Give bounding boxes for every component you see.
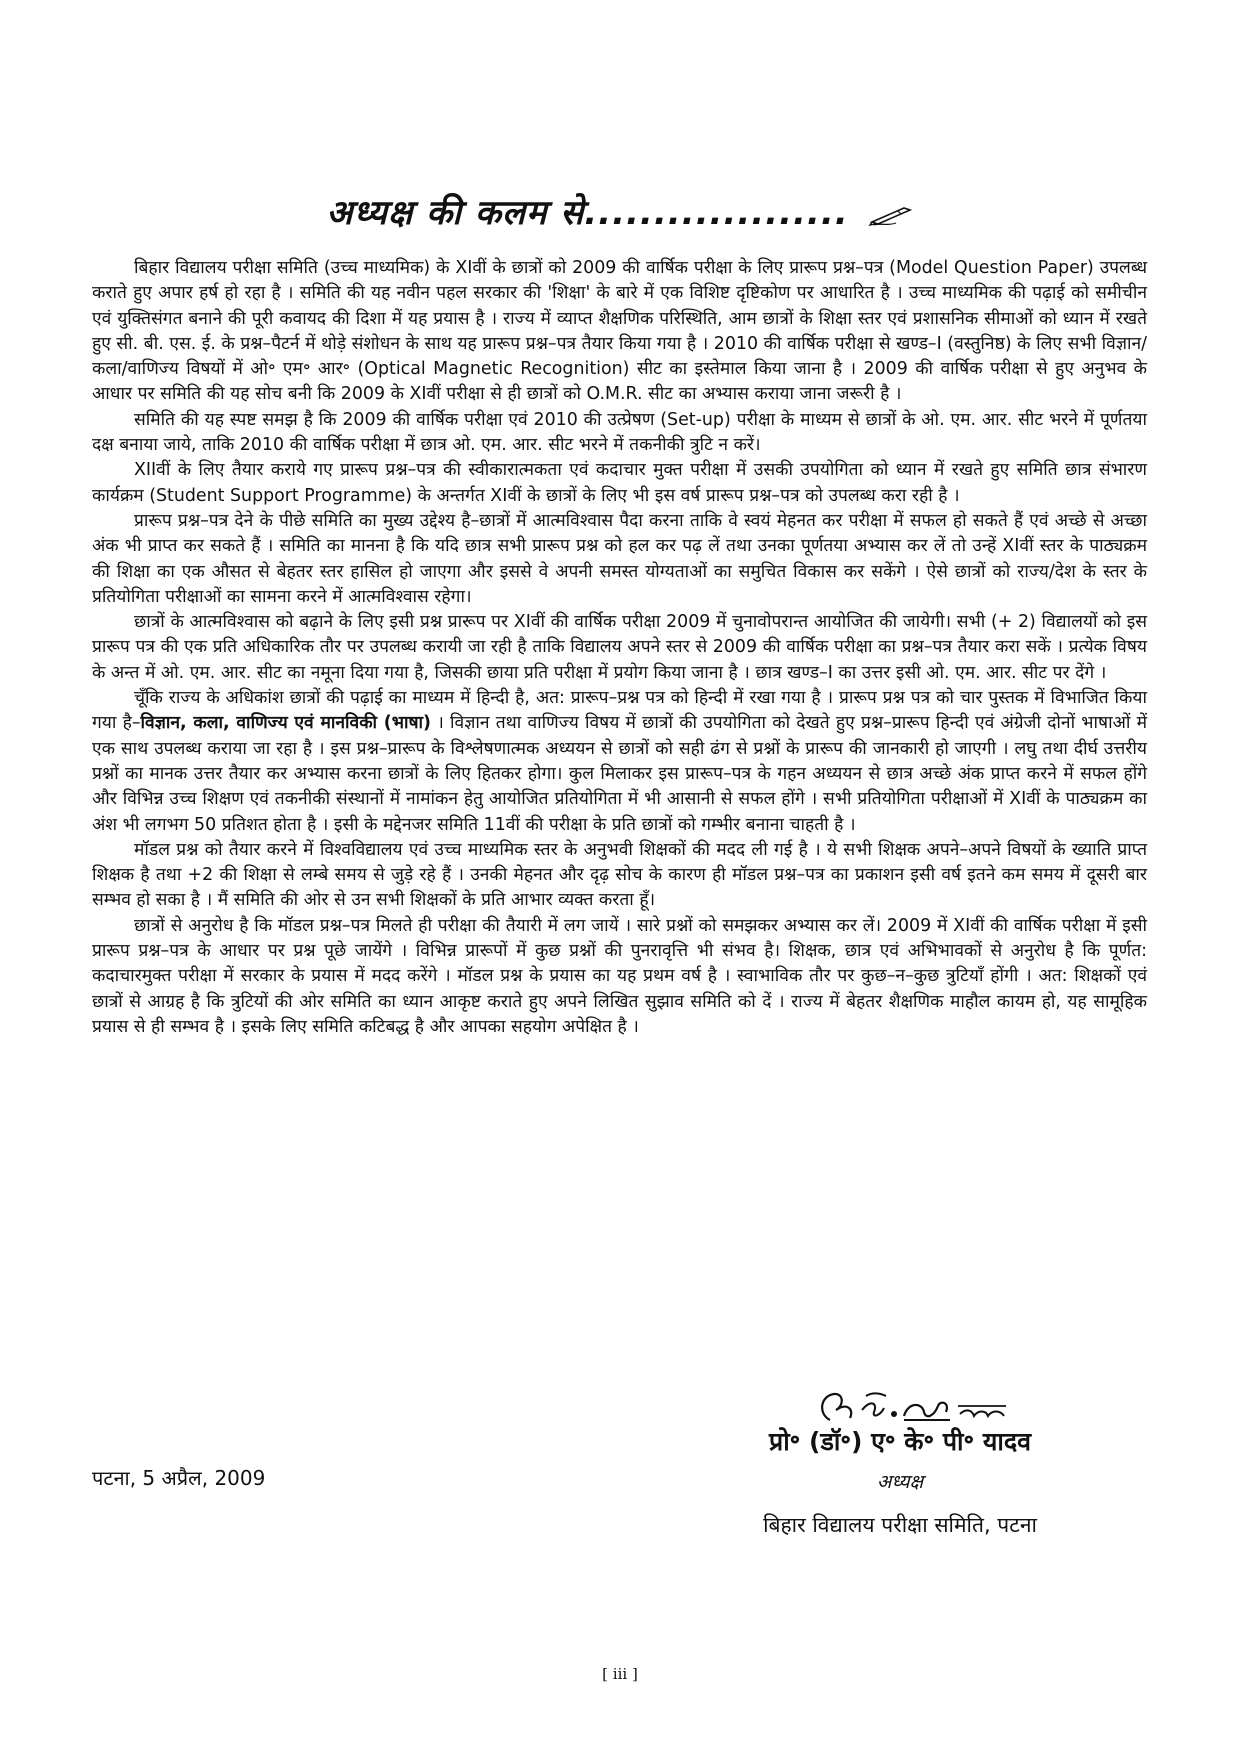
paragraph: छात्रों से अनुरोध है कि मॉडल प्रश्न–पत्र मिलते ही परीक्षा की तैयारी में लग जायें । सारे प्रश्नों को समझकर अभ्यास कर लें। 2009 में XIवीं की वार्षिक परीक्षा में इसी प्रारूप प्रश्न–पत्र के आधार पर प्रश्न पूछे जायेंगे । विभिन्न प्रारूपों में कुछ प्रश्नों की पुनरावृत्ति भी संभव है। शिक्षक, छात्र एवं अभिभावकों से अनुरोध है कि पूर्णत: कदाचारमुक्त परीक्षा में सरकार के प्रयास में मदद करेंगे । मॉडल प्रश्न के प्रयास का यह प्रथम वर्ष है । स्वाभाविक तौर पर कुछ–न–कुछ त्रुटियाँ होंगी । अत: शिक्षकों एवं छात्रों से आग्रह है कि त्रुटियों की ओर समिति का ध्यान आकृष्ट कराते हुए अपने लिखित सुझाव समिति को दें । राज्य में बेहतर शैक्षणिक माहौल कायम हो, यह सामूहिक प्रयास से ही सम्भव है । इसके लिए समिति कटिबद्ध है और आपका सहयोग अपेक्षित है । (92, 915, 1147, 1037)
heading-text: अध्यक्ष की कलम से................... (326, 193, 849, 233)
signatory-title: अध्यक्ष (876, 1471, 924, 1493)
signatory-organization: बिहार विद्यालय परीक्षा समिति, पटना (763, 1513, 1037, 1537)
paragraph: प्रारूप प्रश्न–पत्र देने के पीछे समिति का मुख्य उद्देश्य है–छात्रों में आत्मविश्वास पैदा करना ताकि वे स्वयं मेहनत कर परीक्षा में सफल हो सकते हैं एवं अच्छे से अच्छा अंक भी प्राप्त कर सकते हैं । समिति का मानना है कि यदि छात्र सभी प्रारूप प्रश्न को हल कर पढ़ लें तथा उनका पूर्णतया अभ्यास कर लें तो उन्हें XIवीं स्तर के पाठ्यक्रम की शिक्षा का एक औसत से बेहतर स्तर हासिल हो जाएगा और इससे वे अपनी समस्त योग्यताओं का समुचित विकास कर सकेंगे । ऐसे छात्रों को राज्य/देश के स्तर के प्रतियोगिता परीक्षाओं का सामना करने में आत्मविश्वास रहेगा। (92, 510, 1147, 607)
paragraph-bold-text: विज्ञान, कला, वाणिज्य एवं मानविकी (भाषा) (140, 713, 431, 734)
paragraph: मॉडल प्रश्न को तैयार करने में विश्वविद्यालय एवं उच्च माध्यमिक स्तर के अनुभवी शिक्षकों की मदद ली गई है । ये सभी शिक्षक अपने–अपने विषयों के ख्याति प्राप्त शिक्षक है तथा +2 की शिक्षा से लम्बे समय से जुड़े रहे हैं । उनकी मेहनत और दृढ़ सोच के कारण ही मॉडल प्रश्न–पत्र का प्रकाशन इसी वर्ष इतने कम समय में दूसरी बार सम्भव हो सका है । मैं समिति की ओर से उन सभी शिक्षकों के प्रति आभार व्यक्त करता हूँ। (92, 839, 1147, 911)
paragraph: छात्रों के आत्मविश्वास को बढ़ाने के लिए इसी प्रश्न प्रारूप पर XIवीं की वार्षिक परीक्षा 2009 में चुनावोपरान्त आयोजित की जायेगी। सभी (+ 2) विद्यालयों को इस प्रारूप पत्र की एक प्रति अधिकारिक तौर पर उपलब्ध करायी जा रही है ताकि विद्यालय अपने स्तर से 2009 की वार्षिक परीक्षा का प्रश्न–पत्र तैयार करा सकें । प्रत्येक विषय के अन्त में ओ. एम. आर. सीट का नमूना दिया गया है, जिसकी छाया प्रति परीक्षा में प्रयोग किया जाना है । छात्र खण्ड–I का उत्तर इसी ओ. एम. आर. सीट पर देंगे । (92, 612, 1147, 683)
page-number: [ iii ] (602, 1665, 638, 1683)
signatory-name: प्रो॰ (डॉ॰) ए॰ के॰ पी॰ यादव (768, 1427, 1032, 1456)
pen-icon (868, 195, 914, 235)
paragraph-text: । विज्ञान तथा वाणिज्य विषय में छात्रों की उपयोगिता को देखते हुए प्रश्न–प्रारूप हिन्दी एवं अंग्रेजी दोनों भाषाओं में एक साथ उपलब्ध कराया जा रहा है । इस प्रश्न–प्रारूप के विश्लेषणात्मक अध्ययन से छात्रों को सही ढंग से प्रश्नों के प्रारूप की जानकारी हो जाएगी । लघु तथा दीर्घ उत्तरीय प्रश्नों का मानक उत्तर तैयार कर अभ्यास करना छात्रों के लिए हितकर होगा। कुल मिलाकर इस प्रारूप–पत्र के गहन अध्ययन से छात्र अच्छे अंक प्राप्त करने में सफल होंगे और विभिन्न उच्च शिक्षण एवं तकनीकी संस्थानों में नामांकन हेतु आयोजित प्रतियोगिता में भी आसानी से सफल होंगे । सभी प्रतियोगिता परीक्षाओं में XIवीं के पाठ्यक्रम का अंश भी लगभग 50 प्रतिशत होता है । इसी के मद्देनजर समिति 11वीं की परीक्षा के प्रति छात्रों को गम्भीर बनाना चाहती है । (92, 713, 1147, 835)
letter-body (92, 256, 1147, 1040)
place-date: पटना, 5 अप्रैल, 2009 (92, 1466, 266, 1490)
paragraph: XIIवीं के लिए तैयार कराये गए प्रारूप प्रश्न–पत्र की स्वीकारात्मकता एवं कदाचार मुक्त परीक्षा में उसकी उपयोगिता को ध्यान में रखते हुए समिति छात्र संभारण कार्यक्रम (Student Support Programme) के अन्तर्गत XIवीं के छात्रों के लिए भी इस वर्ष प्रारूप प्रश्न–पत्र को उपलब्ध करा रही है । (92, 460, 1147, 506)
paragraph: समिति की यह स्पष्ट समझ है कि 2009 की वार्षिक परीक्षा एवं 2010 की उत्प्रेषण (Set-up) परीक्षा के माध्यम से छात्रों के ओ. एम. आर. सीट भरने में पूर्णतया दक्ष बनाया जाये, ताकि 2010 की वार्षिक परीक्षा में छात्र ओ. एम. आर. सीट भरने में तकनीकी त्रुटि न करें। (92, 409, 1147, 456)
paragraph-text: चूँकि राज्य के अधिकांश छात्रों की पढ़ाई का माध्यम में हिन्दी है, अत: प्रारूप–प्रश्न पत्र को हिन्दी में रखा गया है । प्रारूप प्रश्न पत्र को चार पुस्तक में विभाजित किया गया है– (92, 688, 1147, 734)
page-heading (0, 188, 1240, 235)
paragraph: बिहार विद्यालय परीक्षा समिति (उच्च माध्यमिक) के XIवीं के छात्रों को 2009 की वार्षिक परीक्षा के लिए प्रारूप प्रश्न–पत्र (Model Question Paper) उपलब्ध कराते हुए अपार हर्ष हो रहा है । समिति की यह नवीन पहल सरकार की 'शिक्षा' के बारे में एक विशिष्ट दृष्टिकोण पर आधारित है । उच्च माध्यमिक की पढ़ाई को समीचीन एवं युक्तिसंगत बनाने की पूरी कवायद की दिशा में यह प्रयास है । राज्य में व्याप्त शैक्षणिक परिस्थिति, आम छात्रों के शिक्षा स्तर एवं प्रशासनिक सीमाओं को ध्यान में रखते हुए सी. बी. एस. ई. के प्रश्न–पैटर्न में थोड़े संशोधन के साथ यह प्रारूप प्रश्न–पत्र तैयार किया गया है । 2010 की वार्षिक परीक्षा से खण्ड–I (वस्तुनिष्ठ) के लिए सभी विज्ञान/कला/वाणिज्य विषयों में ओ॰ एम॰ आर॰ (Optical Magnetic Recognition) सीट का इस्तेमाल किया जाना है । 2009 की वार्षिक परीक्षा से हुए अनुभव के आधार पर समिति की यह सोच बनी कि 2009 के XIवीं परीक्षा से ही छात्रों को O.M.R. सीट का अभ्यास कराया जाना जरूरी है । (92, 258, 1147, 405)
paragraph (92, 686, 1147, 838)
